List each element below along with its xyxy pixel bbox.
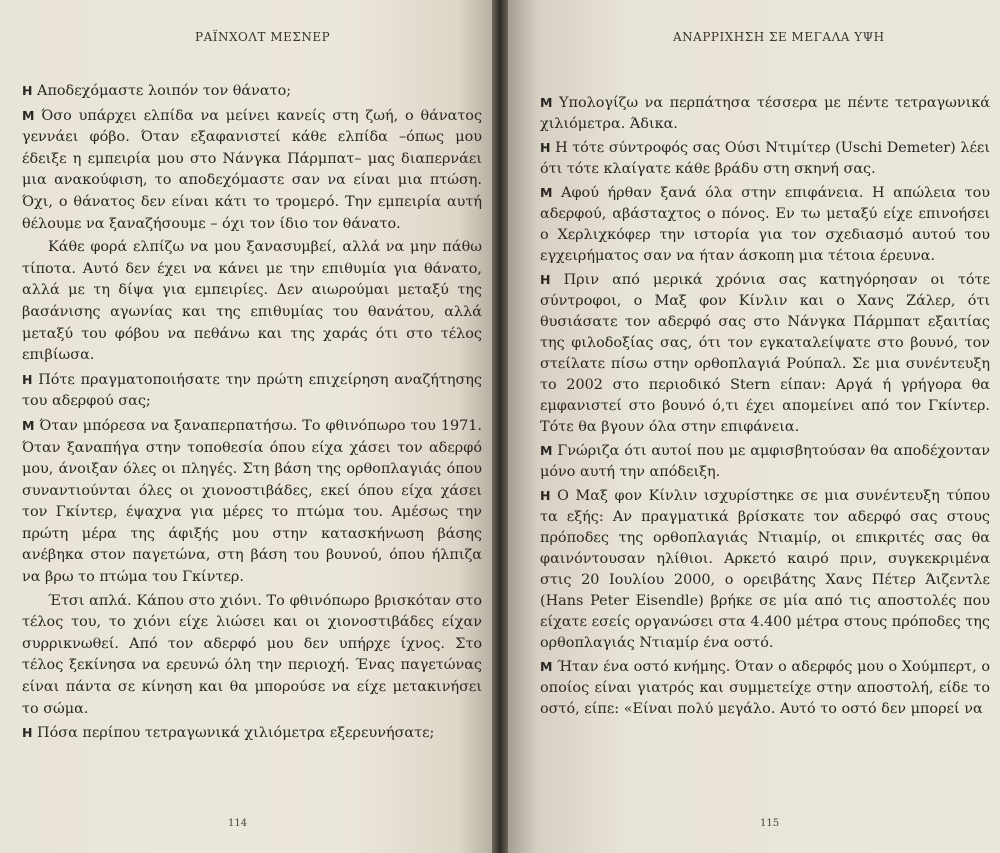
speaker-mark: Μ <box>22 417 35 433</box>
paragraph <box>540 485 990 654</box>
paragraph-text: Ήταν ένα οστό κνήμης. Όταν ο αδερφός μου ο Χούμπερτ, ο οποίος είναι γιατρός και συμμετείχε στην αποστολή, είδε το οστό, είπε: «Είναι πολύ μεγάλο. Αυτό το οστό δεν μπορεί να <box>540 659 990 717</box>
speaker-mark: Η <box>540 488 551 503</box>
speaker-mark: Η <box>22 83 33 98</box>
running-head-left: ΡΑΪΝΧΟΛΤ ΜΕΣΝΕΡ <box>195 30 331 44</box>
speaker-mark: Η <box>22 371 33 387</box>
paragraph <box>22 105 482 236</box>
paragraph <box>540 440 990 483</box>
speaker-mark: Η <box>22 725 33 741</box>
paragraph <box>22 591 482 721</box>
paragraph-text: Πότε πραγματοποιήσατε την πρώτη επιχείρηση αναζήτησης του αδερφού σας; <box>22 371 482 410</box>
right-page <box>508 0 1000 853</box>
paragraph-text: Πόσα περίπου τετραγωνικά χιλιόμετρα εξερευνήσατε; <box>37 725 435 742</box>
paragraph <box>540 92 990 135</box>
paragraph <box>22 722 482 745</box>
paragraph <box>22 237 482 367</box>
speaker-mark: Μ <box>540 95 553 110</box>
paragraph-text: Ο Μαξ φον Κίνλιν ισχυρίστηκε σε μια συνέντευξη τύπου τα εξής: Αν πραγματικά βρίσκατε τον αδερφό σας στους πρόποδες της ορθοπλαγιάς Ντιαμίρ, οι επικριτές σας θα φαινόντουσαν ηλίθιοι. Αρκετό καιρό πριν, συγκεκριμένα στις 20 Ιουλίου 2000, ο ορειβάτης Χανς Πέτερ Άιζεντλε (Hans Peter Eisendle) βρήκε σε μία από τις αποστολές που είχατε εσείς οργανώσει στα 4.400 μέτρα στους πρόποδες της ορθοπλαγιάς Ντιαμίρ ένα οστό. <box>540 488 990 651</box>
paragraph-text: Υπολογίζω να περπάτησα τέσσερα με πέντε τετραγωνικά χιλιόμετρα. Άδικα. <box>540 95 990 132</box>
speaker-mark: Μ <box>22 107 35 123</box>
paragraph <box>540 137 990 180</box>
paragraph-text: Πριν από μερικά χρόνια σας κατηγόρησαν οι τότε σύντροφοι, ο Μαξ φον Κίνλιν και ο Χανς Ζάλερ, ότι θυσιάσατε τον αδερφό σας στο Νάνγκα Πάρμπατ εξαιτίας της φιλοδοξίας σας, ότι τον εγκαταλείψατε στο βουνό, τον στείλατε πίσω στην ορθοπλαγιά Ρούπαλ. Σε μια συνέντευξη το 2002 στο περιοδικό Stern είπαν: Αργά ή γρήγορα θα εμφανιστεί στο βουνό ό,τι έχει απομείνει από τον Γκίντερ. Τότε θα βγουν όλα στην επιφάνεια. <box>540 272 990 435</box>
paragraph <box>22 369 482 413</box>
paragraph-text: Έτσι απλά. Κάπου στο χιόνι. Το φθινόπωρο βρισκόταν στο τέλος του, το χιόνι είχε λιώσει και οι χιονοστιβάδες είχαν συρρικνωθεί. Από τον αδερφό μου δεν υπήρχε ίχνος. Στο τέλος ξεκίνησα να ερευνώ όλη την περιοχή. Ένας παγετώνας είναι πάντα σε κίνηση και θα μπορούσε να είχε μετακινήσει το σώμα. <box>22 592 482 717</box>
paragraph <box>540 656 990 720</box>
speaker-mark: Η <box>540 140 551 155</box>
running-head-right: ΑΝΑΡΡΙΧΗΣΗ ΣΕ ΜΕΓΑΛΑ ΥΨΗ <box>673 30 885 44</box>
speaker-mark: Μ <box>540 185 553 200</box>
paragraph-text: Αποδεχόμαστε λοιπόν τον θάνατο; <box>37 83 292 99</box>
left-text-block <box>22 80 482 747</box>
paragraph-text: Αφού ήρθαν ξανά όλα στην επιφάνεια. Η απώλεια του αδερφού, αβάσταχτος ο πόνος. Εν τω μεταξύ είχε επινοήσει ο Χερλιχκόφερ την ιστορία για τον σχεδιασμό αυτού του εγχειρήματος σαν να ήταν άσκοπη μια τέτοια έρευνα. <box>540 185 990 264</box>
speaker-mark: Η <box>540 272 551 287</box>
paragraph <box>22 415 482 589</box>
paragraph-text: Η τότε σύντροφός σας Ούσι Ντιμίτερ (Uschi Demeter) λέει ότι τότε κλαίγατε κάθε βράδυ στη σκηνή σας. <box>540 140 990 177</box>
page-number-right: 115 <box>760 818 780 829</box>
paragraph <box>540 182 990 267</box>
speaker-mark: Μ <box>540 659 553 674</box>
page-number-left: 114 <box>228 818 248 829</box>
paragraph <box>22 80 482 103</box>
paragraph-text: Γνώριζα ότι αυτοί που με αμφισβητούσαν θα αποδέχονταν μόνο αυτή την απόδειξη. <box>540 443 991 480</box>
paragraph-text: Όταν μπόρεσα να ξαναπερπατήσω. Το φθινόπωρο του 1971. Όταν ξαναπήγα στην τοποθεσία όπου είχα χάσει τον αδερφό μου, άνοιξαν όλες οι πληγές. Στη βάση της ορθοπλαγιάς όπου συναντιούνται όλες οι χιονοστιβάδες, εκεί όπου είχα χάσει τον Γκίντερ, έψαχνα για μέρες το πτώμα του. Αμέσως την πρώτη μέρα της άφιξής μου στην κατασκήνωση βάσης ανέβηκα στον παγετώνα, στη βάση του βουνού, όπου ήλπιζα να βρω το πτώμα του Γκίντερ. <box>22 417 483 586</box>
paragraph <box>540 269 990 438</box>
paragraph-text: Κάθε φορά ελπίζω να μου ξανασυμβεί, αλλά να μην πάθω τίποτα. Αυτό δεν έχει να κάνει με την επιθυμία για θάνατο, αλλά με τη δίψα για εμπειρίες. Δεν αιωρούμαι μεταξύ της βασάνισης αγωνίας και της επιθυμίας του θανάτου, αλλά μεταξύ του φόβου να πεθάνω και της χαράς ότι στο τέλος επιβίωσα. <box>22 239 482 364</box>
left-page <box>0 0 492 853</box>
right-text-block <box>540 92 990 722</box>
book-gutter <box>492 0 508 853</box>
speaker-mark: Μ <box>540 443 553 458</box>
paragraph-text: Όσο υπάρχει ελπίδα να μείνει κανείς στη ζωή, ο θάνατος γεννάει φόβο. Όταν εξαφανιστεί κάθε ελπίδα –όπως μου έδειξε η εμπειρία μου στο Νάνγκα Πάρμπατ– μας διαπερνάει μια ανακούφιση, το αποδεχόμαστε σαν να είναι μια πτώση. Όχι, ο θάνατος δεν είναι κάτι το τρομερό. Την εμπειρία αυτή θέλουμε να ξαναζήσουμε – όχι τον ίδιο τον θάνατο. <box>22 107 482 232</box>
